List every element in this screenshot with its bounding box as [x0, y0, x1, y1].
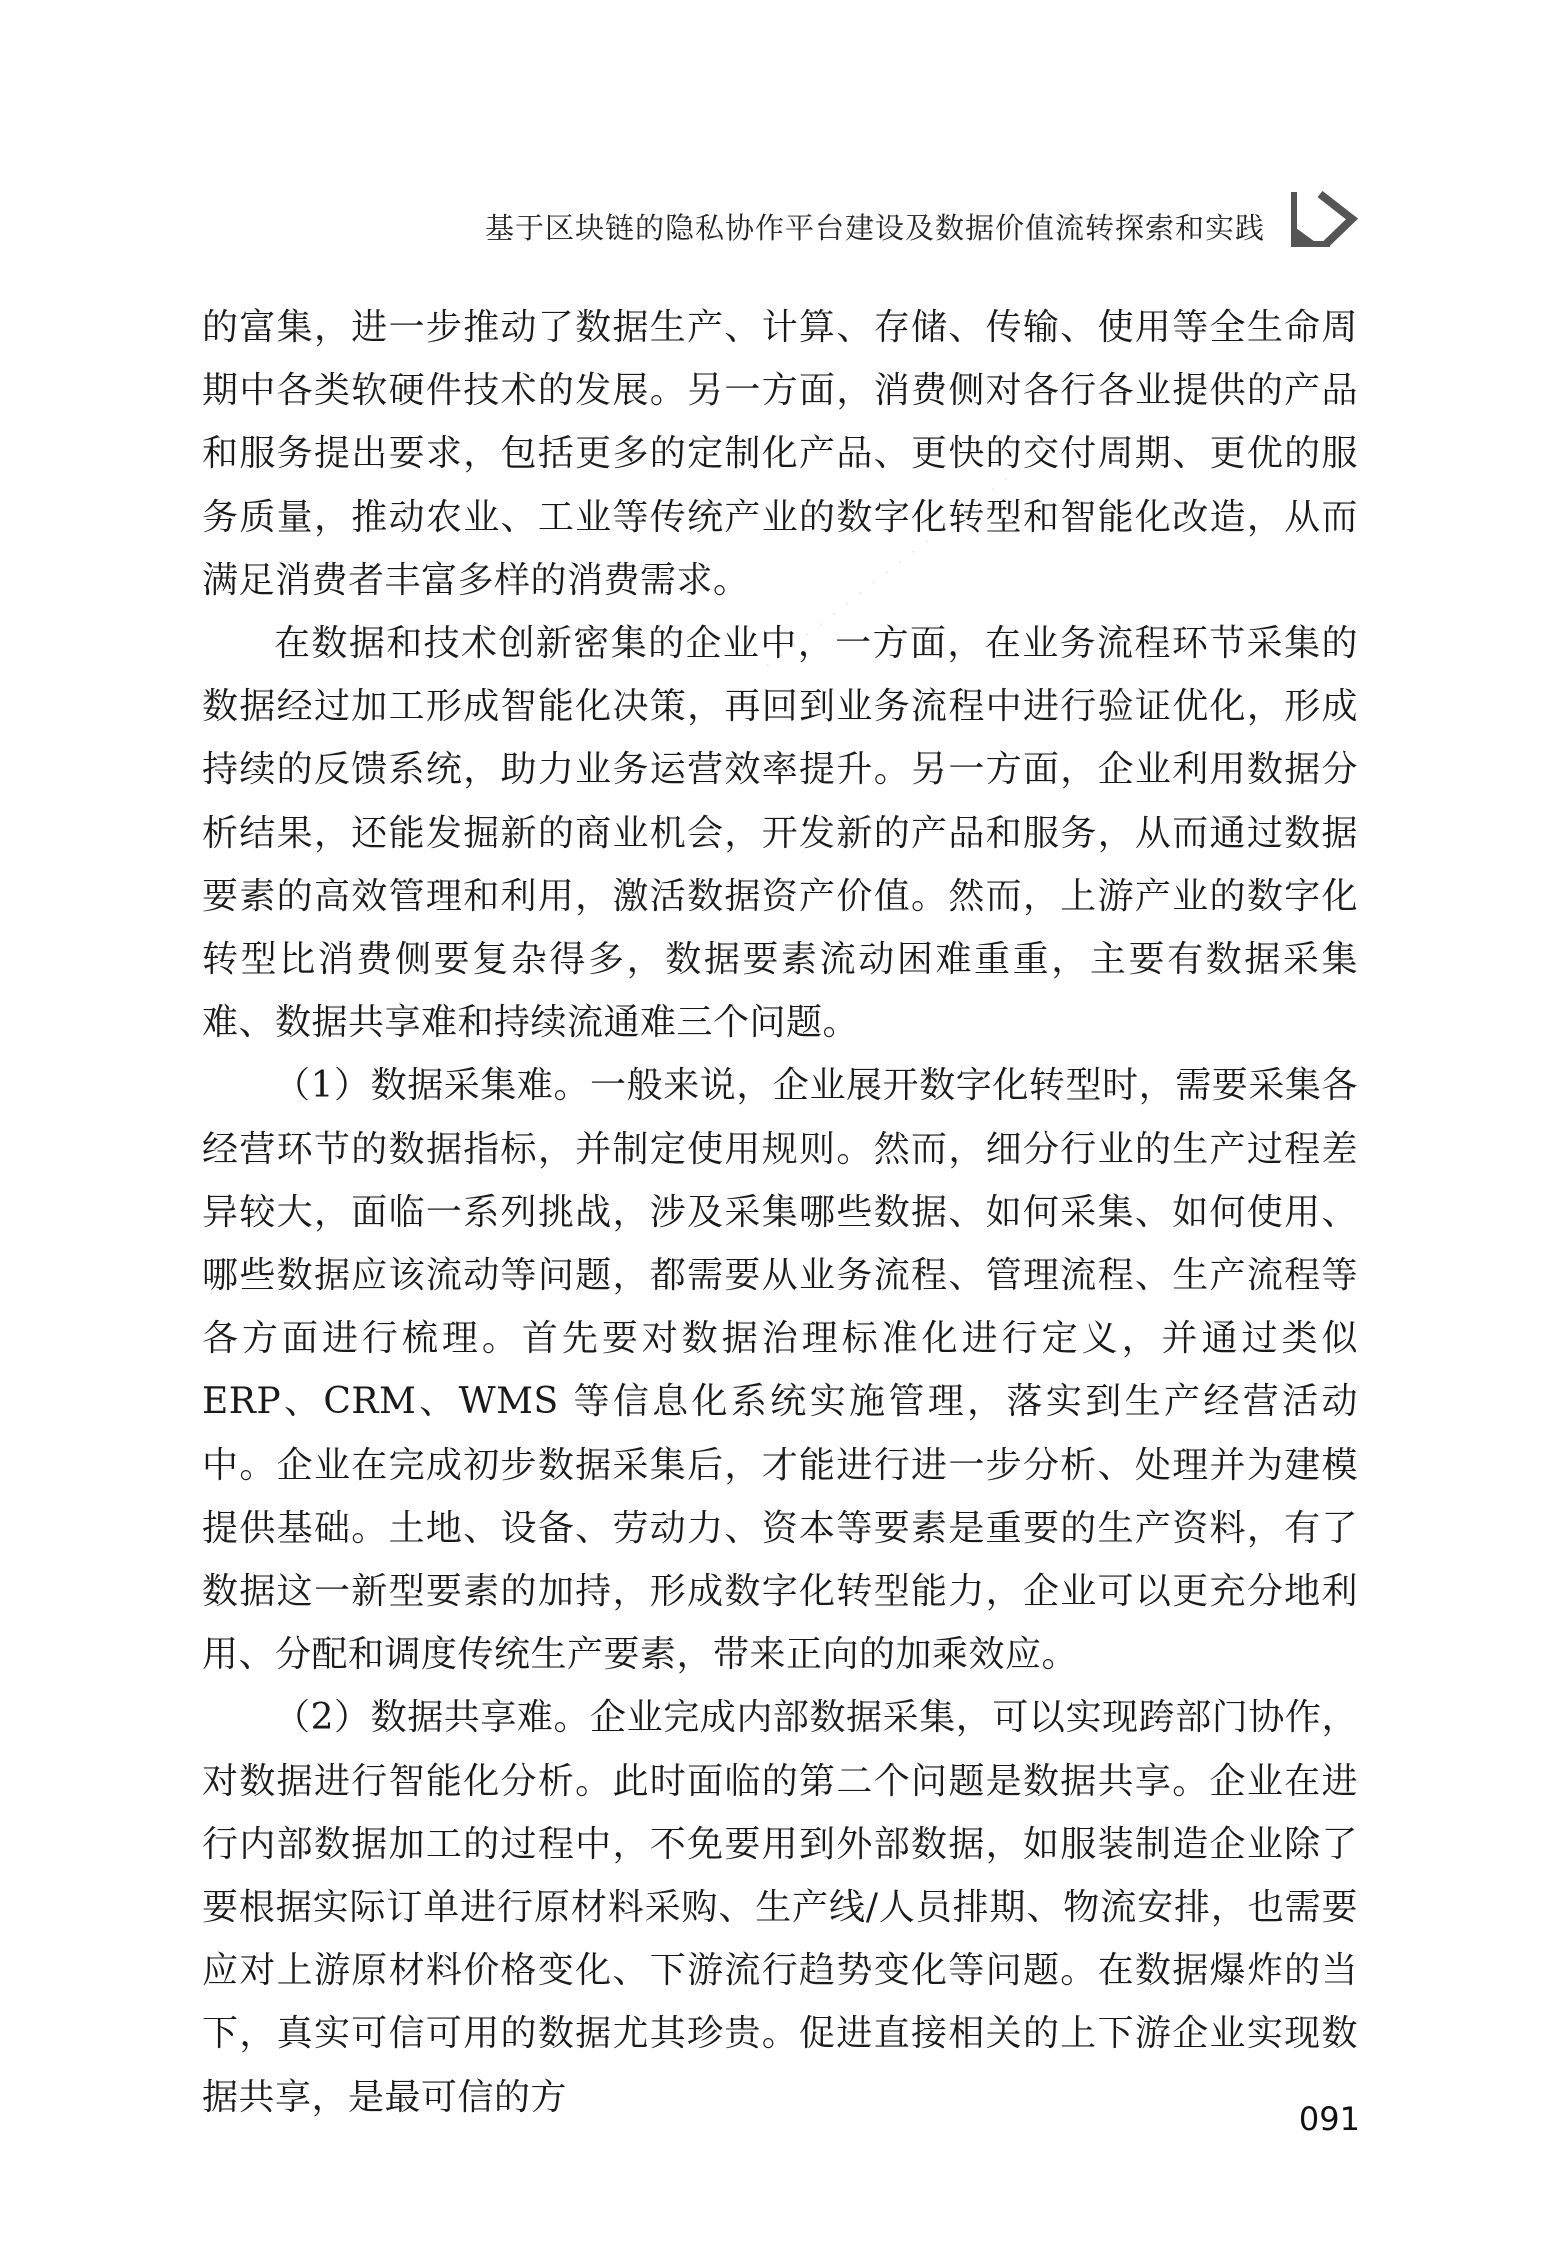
page-number: 091 — [1298, 2100, 1360, 2138]
paragraph: 的富集，进一步推动了数据生产、计算、存储、传输、使用等全生命周期中各类软硬件技术的发展。另一方面，消费侧对各行各业提供的产品和服务提出要求，包括更多的定制化产品、更快的交付周期、更优的服务质量，推动农业、工业等传统产业的数字化转型和智能化改造，从而满足消费者丰富多样的消费需求。 — [202, 307, 1358, 601]
chapter-mark-icon — [1290, 188, 1362, 250]
running-header-title: 基于区块链的隐私协作平台建设及数据价值流转探索和实践 — [484, 211, 1265, 245]
paragraph: （2）数据共享难。企业完成内部数据采集，可以实现跨部门协作，对数据进行智能化分析。此时面临的第二个问题是数据共享。企业在进行内部数据加工的过程中，不免要用到外部数据，如服装制造企业除了要根据实际订单进行原材料采购、生产线/人员排期、物流安排，也需要应对上游原材料价格变化、下游流行趋势变化等问题。在数据爆炸的当下，真实可信可用的数据尤其珍贵。促进直接相关的上下游企业实现数据共享，是最可信的方 — [202, 1697, 1358, 2118]
paragraph: （1）数据采集难。一般来说，企业展开数字化转型时，需要采集各经营环节的数据指标，并制定使用规则。然而，细分行业的生产过程差异较大，面临一系列挑战，涉及采集哪些数据、如何采集、如何使用、哪些数据应该流动等问题，都需要从业务流程、管理流程、生产流程等各方面进行梳理。首先要对数据治理标准化进行定义，并通过类似 ERP、CRM、WMS 等信息化系统实施管理，落实到生产经营活动中。企业在完成初步数据采集后，才能进行进一步分析、处理并为建模提供基础。土地、设备、劳动力、资本等要素是重要的生产资料，有了数据这一新型要素的加持，形成数字化转型能力，企业可以更充分地利用、分配和调度传统生产要素，带来正向的加乘效应。 — [202, 1065, 1358, 1676]
body-text — [202, 296, 1358, 2129]
watermark: · · · · · · · · · · · · · · · · · · · · · — [760, 447, 1044, 676]
paragraph: 在数据和技术创新密集的企业中，一方面，在业务流程环节采集的数据经过加工形成智能化决策，再回到业务流程中进行验证优化，形成持续的反馈系统，助力业务运营效率提升。另一方面，企业利用数据分析结果，还能发掘新的商业机会，开发新的产品和服务，从而通过数据要素的高效管理和利用，激活数据资产价值。然而，上游产业的数字化转型比消费侧要复杂得多，数据要素流动困难重重，主要有数据采集难、数据共享难和持续流通难三个问题。 — [202, 623, 1358, 1044]
